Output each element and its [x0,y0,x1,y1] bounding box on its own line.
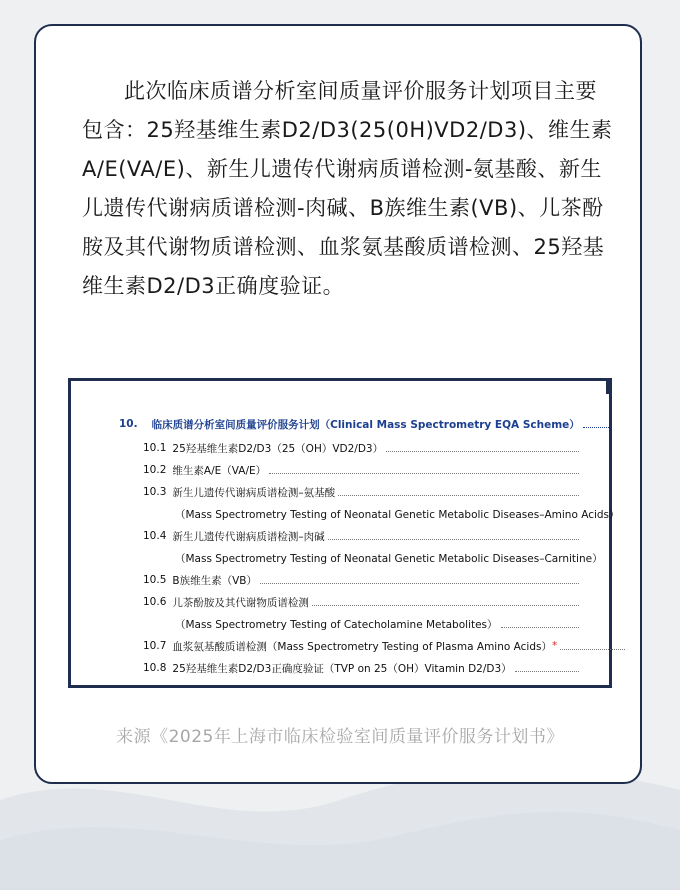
content-card [34,24,642,784]
toc-list [71,381,620,685]
toc-item-num: 10.6 [143,596,167,608]
toc-item [175,505,620,523]
toc-item-num: 10.2 [143,464,167,476]
toc-item [143,659,579,677]
toc-item-num: 10.1 [143,442,167,454]
toc-item-num: 10.5 [143,574,167,586]
toc-heading-num: 10. [119,418,138,430]
toc-item-text: B族维生素（VB） [172,574,257,587]
dot-leader [386,451,579,452]
source-caption: 来源《2025年上海市临床检验室间质量评价服务计划书》 [116,727,564,747]
toc-item-text: 新生儿遗传代谢病质谱检测–氨基酸 [172,486,336,499]
dot-leader [338,495,579,496]
toc-item-text: 血浆氨基酸质谱检测（Mass Spectrometry Testing of Plasma Amino Acids） [172,640,552,653]
intro-paragraph: 此次临床质谱分析室间质量评价服务计划项目主要包含：25羟基维生素D2/D3(25(0H)VD2/D3)、维生素A/E(VA/E)、新生儿遗传代谢病质谱检测-氨基酸、新生儿遗传代谢病质谱检测-肉碱、B族维生素(VB)、儿茶酚胺及其代谢物质谱检测、血浆氨基酸质谱检测、25羟基维生素D2/D3正确度验证。 [82,79,613,298]
toc-heading-text: 临床质谱分析室间质量评价服务计划（Clinical Mass Spectrometry EQA Scheme） [151,418,580,431]
asterisk-mark: * [551,640,558,652]
toc-item-text: 维生素A/E（VA/E） [172,464,267,477]
toc-item [143,637,625,655]
dot-leader [269,473,579,474]
toc-item-text: （Mass Spectrometry Testing of Neonatal Genetic Metabolic Diseases–Amino Acids） [175,508,620,521]
toc-item [143,461,579,479]
toc-item [175,615,579,633]
toc-item [175,549,603,567]
toc-item [143,571,579,589]
toc-item [143,527,579,545]
toc-item-num: 10.4 [143,530,167,542]
dot-leader [501,627,579,628]
toc-heading [119,415,609,433]
toc-item-text: （Mass Spectrometry Testing of Catecholamine Metabolites） [175,618,498,631]
toc-item-num: 10.3 [143,486,167,498]
dot-leader [312,605,579,606]
dot-leader [260,583,579,584]
toc-item-text: 儿茶酚胺及其代谢物质谱检测 [172,596,309,609]
document-excerpt [68,378,620,688]
dot-leader [583,427,609,428]
toc-item [143,439,579,457]
toc-item [143,483,579,501]
toc-item-text: 25羟基维生素D2/D3正确度验证（TVP on 25（OH）Vitamin D2/D3） [172,662,512,675]
toc-item [143,593,579,611]
toc-item-text: 25羟基维生素D2/D3（25（OH）VD2/D3） [172,442,384,455]
toc-item-num: 10.8 [143,662,167,674]
dot-leader [515,671,579,672]
toc-item-text: 新生儿遗传代谢病质谱检测–肉碱 [172,530,325,543]
toc-item-num: 10.7 [143,640,167,652]
dot-leader [560,649,625,650]
toc-item-text: （Mass Spectrometry Testing of Neonatal Genetic Metabolic Diseases–Carnitine） [175,552,603,565]
dot-leader [328,539,579,540]
